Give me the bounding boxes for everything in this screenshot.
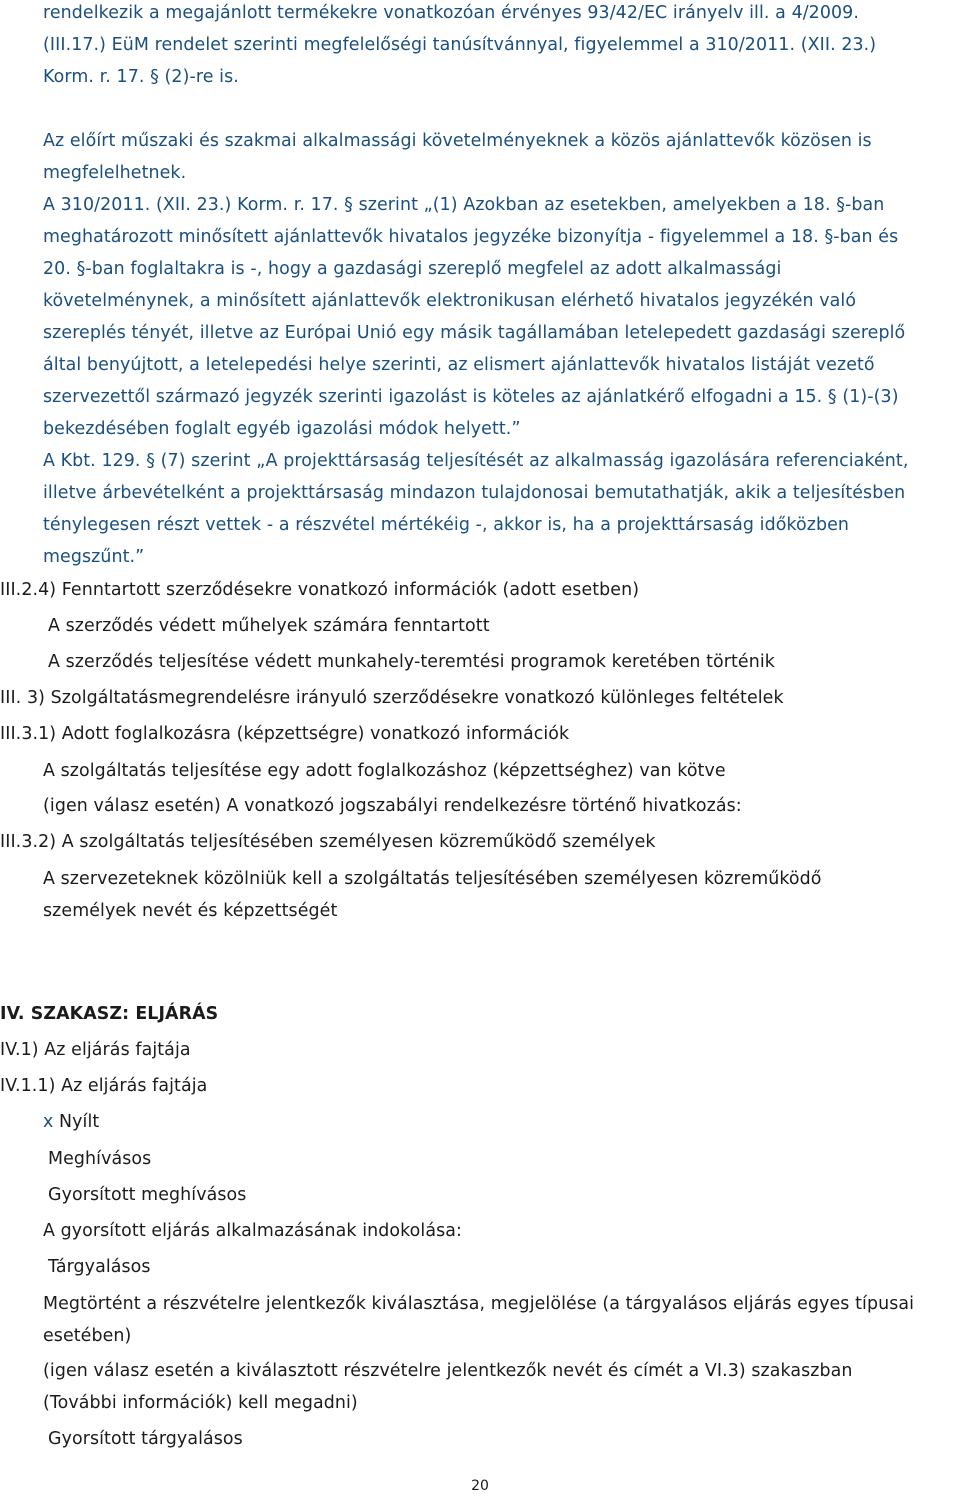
text-line: (igen válasz esetén a kiválasztott részvételre jelentkezők nevét és címét a VI.3) szakaszban bbox=[43, 1361, 853, 1381]
text-line: szereplés tényét, illetve az Európai Unió egy másik tagállamában letelepedett gazdasági szereplő bbox=[43, 323, 906, 343]
text-line: esetében) bbox=[43, 1326, 132, 1346]
protected-employment-option: A szerződés teljesítése védett munkahely-teremtési programok keretében történik bbox=[48, 652, 775, 672]
section-iii-3-heading: III. 3) Szolgáltatásmegrendelésre irányuló szerződésekre vonatkozó különleges feltételek bbox=[0, 688, 784, 708]
option-label: Nyílt bbox=[59, 1112, 100, 1132]
section-iii-3-2-heading: III.3.2) A szolgáltatás teljesítésében személyesen közreműködő személyek bbox=[0, 832, 656, 852]
page-number: 20 bbox=[471, 1478, 489, 1494]
text-line: rendelkezik a megajánlott termékekre vonatkozóan érvényes 93/42/EC irányelv ill. a 4/2009. bbox=[43, 3, 859, 23]
profession-bound-text: A szolgáltatás teljesítése egy adott foglalkozáshoz (képzettséghez) van kötve bbox=[43, 761, 726, 781]
section-iv-heading: IV. SZAKASZ: ELJÁRÁS bbox=[0, 1004, 219, 1024]
text-line: ténylegesen részt vettek - a részvétel mértékéig -, akkor is, ha a projekttársaság időközben bbox=[43, 515, 850, 535]
text-line: által benyújtott, a letelepedési helye szerinti, az elismert ajánlattevők hivatalos listáját vezető bbox=[43, 355, 875, 375]
section-iv-1-1-heading: IV.1.1) Az eljárás fajtája bbox=[0, 1076, 208, 1096]
text-line: Az előírt műszaki és szakmai alkalmassági követelményeknek a közös ajánlattevők közösen is bbox=[43, 131, 872, 151]
text-line: A 310/2011. (XII. 23.) Korm. r. 17. § szerint „(1) Azokban az esetekben, amelyekben a 18. §-ban bbox=[43, 195, 885, 215]
text-line: 20. §-ban foglaltakra is -, hogy a gazdasági szereplő megfelel az adott alkalmassági bbox=[43, 259, 782, 279]
text-line: A szervezeteknek közölniük kell a szolgáltatás teljesítésében személyesen közreműködő bbox=[43, 869, 822, 889]
procedure-negotiated-option: Tárgyalásos bbox=[48, 1257, 151, 1277]
section-iii-2-4-heading: III.2.4) Fenntartott szerződésekre vonatkozó információk (adott esetben) bbox=[0, 580, 640, 600]
staff-names-text bbox=[43, 863, 822, 927]
accelerated-justification-label: A gyorsított eljárás alkalmazásának indokolása: bbox=[43, 1221, 462, 1241]
legal-requirements-block bbox=[43, 0, 953, 573]
candidates-selected-text bbox=[43, 1288, 914, 1352]
selected-mark: x bbox=[43, 1112, 54, 1132]
text-line: (További információk) kell megadni) bbox=[43, 1393, 358, 1413]
text-line: szervezettől származó jegyzék szerinti igazolást is köteles az ajánlatkérő elfogadni a 15. § (1)-(3) bbox=[43, 387, 899, 407]
text-line: megfelelhetnek. bbox=[43, 163, 187, 183]
spacer-line bbox=[43, 93, 953, 125]
procedure-restricted-option: Meghívásos bbox=[48, 1149, 152, 1169]
section-iv-1-heading: IV.1) Az eljárás fajtája bbox=[0, 1040, 191, 1060]
text-line: illetve árbevételként a projekttársaság mindazon tulajdonosai bemutathatják, akik a teljesítésben bbox=[43, 483, 906, 503]
text-line: megszűnt.” bbox=[43, 547, 145, 567]
text-line: A Kbt. 129. § (7) szerint „A projekttársaság teljesítését az alkalmasság igazolására referenciaként, bbox=[43, 451, 909, 471]
procedure-accelerated-negotiated-option: Gyorsított tárgyalásos bbox=[48, 1429, 243, 1449]
procedure-open-option bbox=[43, 1106, 99, 1138]
text-line: Korm. r. 17. § (2)-re is. bbox=[43, 67, 239, 87]
reserved-contract-option: A szerződés védett műhelyek számára fenntartott bbox=[48, 616, 490, 636]
section-iii-3-1-heading: III.3.1) Adott foglalkozásra (képzettségre) vonatkozó információk bbox=[0, 724, 570, 744]
text-line: bekezdésében foglalt egyéb igazolási módok helyett.” bbox=[43, 419, 521, 439]
procedure-accelerated-restricted-option: Gyorsított meghívásos bbox=[48, 1185, 247, 1205]
text-line: személyek nevét és képzettségét bbox=[43, 901, 338, 921]
text-line: (III.17.) EüM rendelet szerinti megfelelőségi tanúsítvánnyal, figyelemmel a 310/2011. (XII. 23.) bbox=[43, 35, 877, 55]
candidates-names-text bbox=[43, 1355, 853, 1419]
text-line: meghatározott minősített ajánlattevők hivatalos jegyzéke bizonyítja - figyelemmel a 18. §-ban és bbox=[43, 227, 899, 247]
legal-reference-text: (igen válasz esetén) A vonatkozó jogszabályi rendelkezésre történő hivatkozás: bbox=[43, 796, 742, 816]
text-line: követelménynek, a minősített ajánlattevők elektronikusan elérhető hivatalos jegyzékén való bbox=[43, 291, 857, 311]
text-line: Megtörtént a részvételre jelentkezők kiválasztása, megjelölése (a tárgyalásos eljárás egyes típusai bbox=[43, 1294, 915, 1314]
